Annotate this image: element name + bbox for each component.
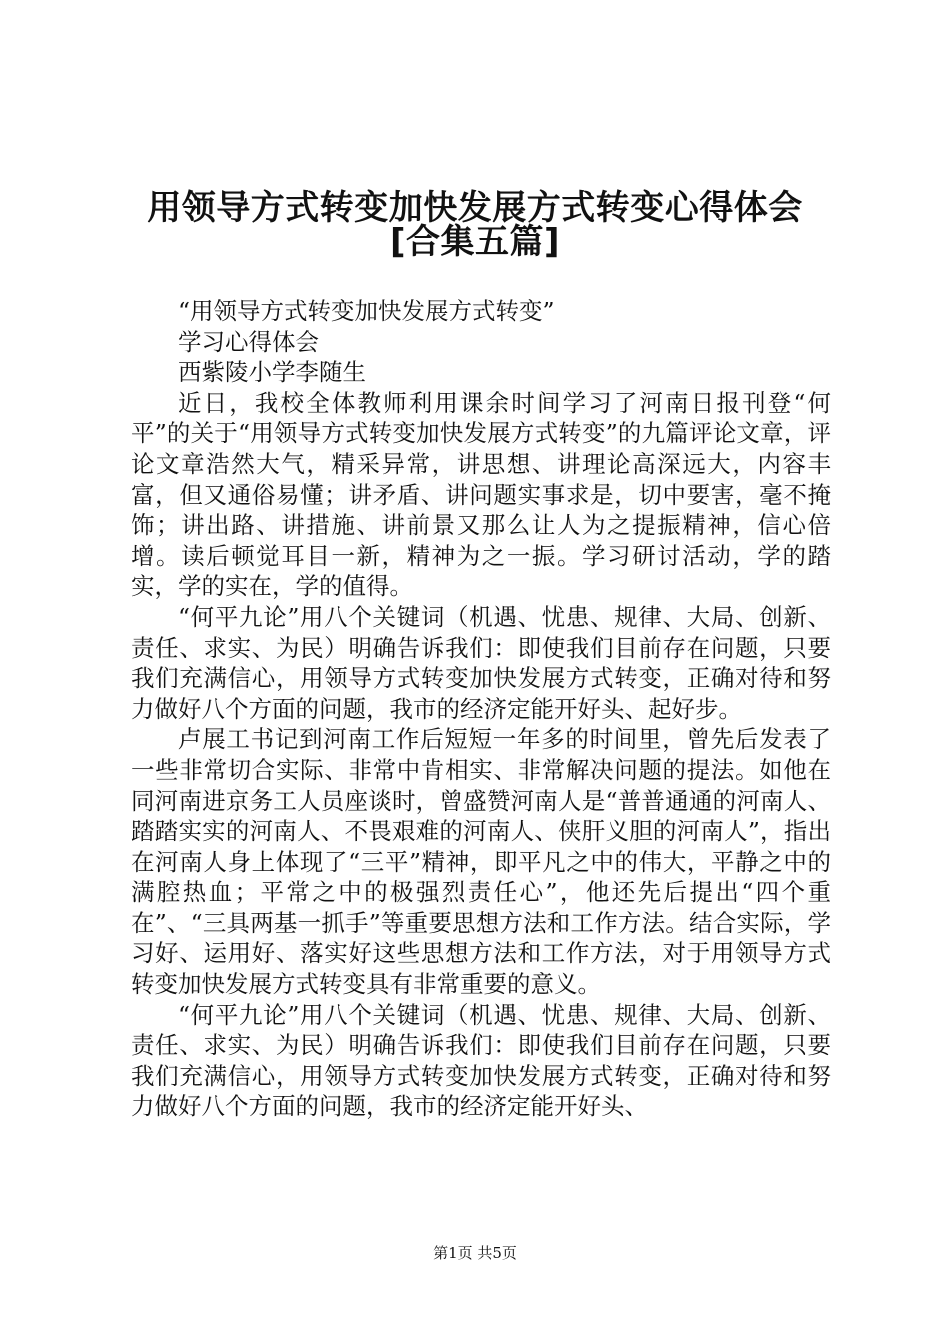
body-paragraph: “何平九论”用八个关键词（机遇、忧患、规律、大局、创新、责任、求实、为民）明确告诉我们：即使我们目前存在问题，只要我们充满信心，用领导方式转变加快发展方式转变，正确对待和努力做好八个方面的问题，我市的经济定能开好头、 bbox=[131, 1000, 831, 1121]
article-title-line: “用领导方式转变加快发展方式转变” bbox=[178, 297, 555, 325]
document-title: 用领导方式转变加快发展方式转变心得体会 bbox=[147, 188, 803, 228]
document-body bbox=[131, 296, 831, 1122]
article-author-line: 西紫陵小学李随生 bbox=[178, 358, 366, 387]
body-paragraph: 近日，我校全体教师利用课余时间学习了河南日报刊登“何平”的关于“用领导方式转变加快发展方式转变”的九篇评论文章，评论文章浩然大气，精采异常，讲思想、讲理论高深远大，内容丰富，但又通俗易懂；讲矛盾、讲问题实事求是，切中要害，毫不掩饰；讲出路、讲措施、讲前景又那么让人为之提振精神，信心倍增。读后顿觉耳目一新，精神为之一振。学习研讨活动，学的踏实，学的实在，学的值得。 bbox=[131, 388, 831, 601]
body-paragraph: “何平九论”用八个关键词（机遇、忧患、规律、大局、创新、责任、求实、为民）明确告诉我们：即使我们目前存在问题，只要我们充满信心，用领导方式转变加快发展方式转变，正确对待和努力做好八个方面的问题，我市的经济定能开好头、起好步。 bbox=[131, 602, 831, 723]
document-title-subtitle: [合集五篇] bbox=[389, 222, 561, 262]
body-paragraph: 卢展工书记到河南工作后短短一年多的时间里，曾先后发表了一些非常切合实际、非常中肯相实、非常解决问题的提法。如他在同河南进京务工人员座谈时，曾盛赞河南人是“普普通通的河南人、踏踏实实的河南人、不畏艰难的河南人、侠肝义胆的河南人”，指出在河南人身上体现了“三平”精神，即平凡之中的伟大，平静之中的满腔热血；平常之中的极强烈责任心”，他还先后提出“四个重在”、“三具两基一抓手”等重要思想方法和工作方法。结合实际，学习好、运用好、落实好这些思想方法和工作方法，对于用领导方式转变加快发展方式转变具有非常重要的意义。 bbox=[131, 725, 831, 999]
article-subtitle-line: 学习心得体会 bbox=[178, 327, 319, 356]
page-number-footer: 第1页 共5页 bbox=[433, 1244, 517, 1262]
